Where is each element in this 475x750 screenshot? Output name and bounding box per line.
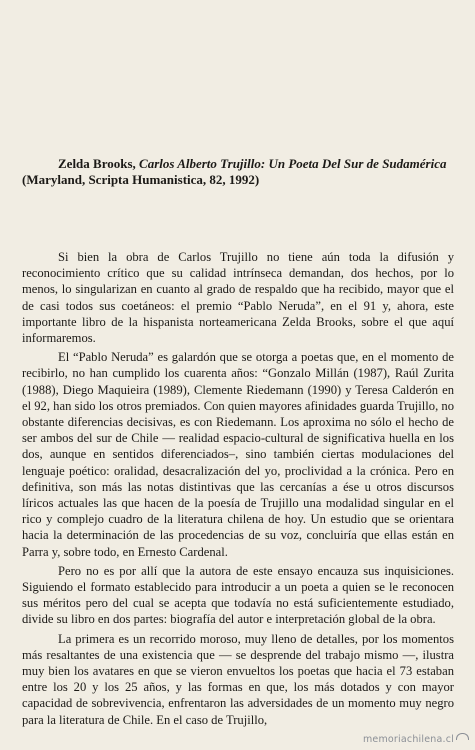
paragraph: Pero no es por allí que la autora de este ensayo encauza sus inquisiciones. Siguiendo el formato establecido para introducir a un poeta a quien se le reconocen sus méritos pero del cual se acepta que todavía no está suficientemente estudiado, divide su libro en dos partes: biografía del autor e interpretación global de la obra.: [22, 563, 454, 627]
paragraph: La primera es un recorrido moroso, muy lleno de detalles, por los momentos más resaltantes de una existencia que — se desprende del trabajo mismo —, ilustra muy bien los avatares en que se vieron envueltos los poetas que hacia el 73 estaban entre los 20 y los 25 años, y las formas en que, los más dotados y con mayor capacidad de sobrevivencia, enfrentaron las adversidades de un momento muy negro para la literatura de Chile. En el caso de Trujillo,: [22, 631, 454, 727]
watermark: [363, 733, 469, 745]
arch-logo-icon: [456, 733, 469, 740]
review-citation: [22, 156, 462, 188]
paragraph: Si bien la obra de Carlos Trujillo no tiene aún toda la difusión y reconocimiento crítico que su calidad intrínseca demandan, dos hechos, por lo menos, lo singularizan en cuanto al grado de respaldo que ha recibido, mayor que el de casi todos sus coetáneos: el premio “Pablo Neruda”, en el 91 y, ahora, este importante libro de la hispanista norteamericana Zelda Brooks, sobre el que aquí informaremos.: [22, 250, 454, 346]
review-book-title: Carlos Alberto Trujillo: Un Poeta Del Sur de Sudamérica: [139, 156, 447, 171]
paragraph: El “Pablo Neruda” es galardón que se otorga a poetas que, en el momento de recibirlo, no han cumplido los cuarenta años: “Gonzalo Millán (1987), Raúl Zurita (1988), Diego Maquieira (1989), Clemente Riedemann (1990) y Teresa Calderón en el 92, han sido los otros premiados. Con quien mayores afinidades guarda Trujillo, no obstante diferencias decisivas, es con Riedemann. Los aproxima no sólo el hecho de ser ambos del sur de Chile — realidad espacio-cultural de significativa huella en los dos, aunque en sentidos diferenciados–, sino también ciertas modulaciones del lenguaje poético: oralidad, desacralización del yo, proclividad a la crónica. Pero en definitiva, son más las notas distintivas que las cercanías a ése u otros discursos líricos actuales las que hacen de la poesía de Trujillo una modalidad singular en el rico y complejo cuadro de la literatura chilena de hoy. Un estudio que se orientara hacia la determinación de las procedencias de su voz, concluiría que ellas están en Parra y, sobre todo, en Ernesto Cardenal.: [22, 350, 454, 559]
watermark-text: memoriachilena.cl: [362, 734, 454, 745]
review-author: Zelda Brooks,: [58, 156, 140, 171]
review-body: [22, 249, 454, 731]
review-publication: (Maryland, Scripta Humanistica, 82, 1992): [22, 172, 260, 187]
